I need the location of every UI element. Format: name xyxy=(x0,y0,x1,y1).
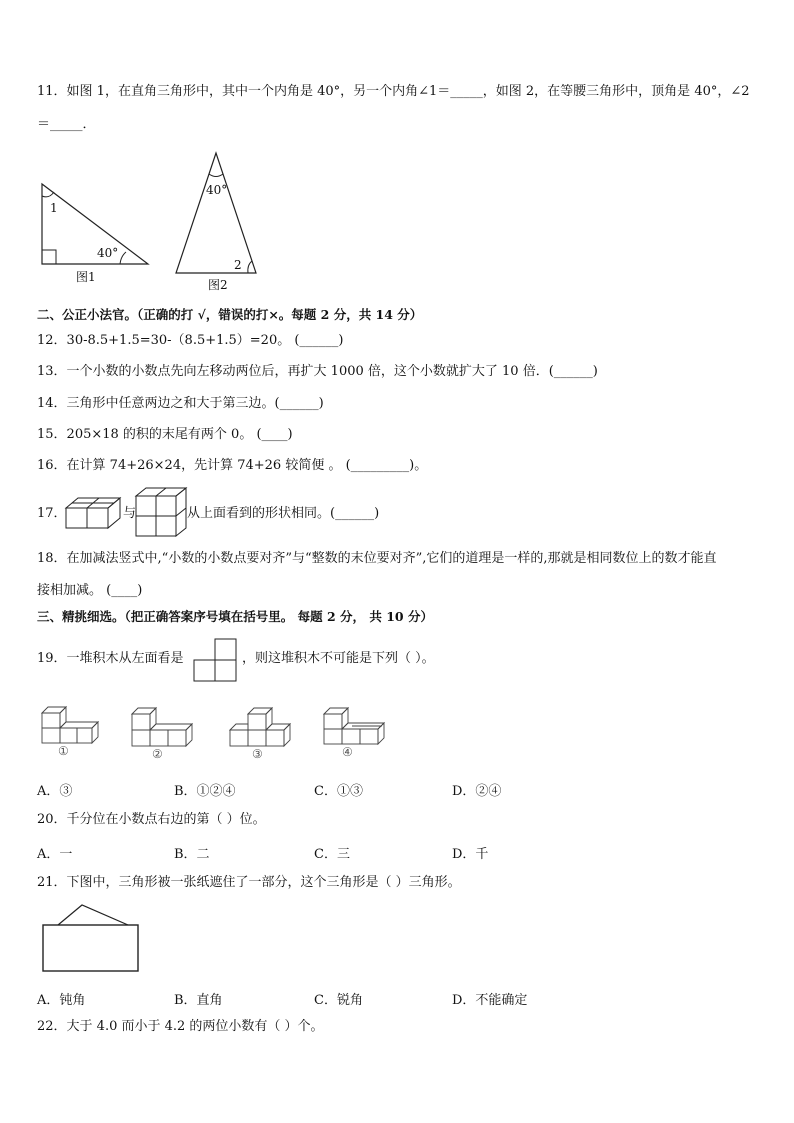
q17-mid: 与 xyxy=(123,506,137,521)
q20-option-b[interactable]: B．二 xyxy=(174,847,210,862)
fig1-angle-label: 40° xyxy=(97,246,119,260)
q22: 22．大于 4.0 而小于 4.2 的两位小数有（ ）个。 xyxy=(37,1019,324,1034)
fig2-angle-label: 40° xyxy=(206,183,228,197)
q21-option-c[interactable]: C．锐角 xyxy=(314,993,363,1008)
q21-option-b[interactable]: B．直角 xyxy=(174,993,223,1008)
q12: 12．30-8.5+1.5=30-（8.5+1.5）=20。 (______) xyxy=(37,333,344,348)
q19-suffix: ，则这堆积木不可能是下列（ ）。 xyxy=(242,651,435,666)
q18-line2: 接相加减。 (____) xyxy=(37,583,143,598)
q20: 20．千分位在小数点右边的第（ ）位。 xyxy=(37,812,266,827)
q19-figure-1-label: ① xyxy=(58,744,69,758)
q19-left-view-shape xyxy=(193,637,239,683)
q17-cube-figure-b xyxy=(134,486,188,538)
fig1-caption: 图1 xyxy=(76,270,96,284)
q18-line1: 18．在加减法竖式中,“小数的小数点要对齐”与“整数的末位要对齐”,它们的道理是一样的,那就是相同数位上的数才能直 xyxy=(37,551,717,566)
q21: 21．下图中，三角形被一张纸遮住了一部分，这个三角形是（ ）三角形。 xyxy=(37,875,461,890)
q19-block-figure-3 xyxy=(228,706,294,748)
q11-line1: 11．如图 1，在直角三角形中，其中一个内角是 40°，另一个内角∠1＝_____，如图 2，在等腰三角形中，顶角是 40°，∠2 xyxy=(37,84,750,99)
fig2-isosceles-triangle xyxy=(174,152,260,276)
q17-prefix: 17． xyxy=(37,506,67,521)
q20-option-c[interactable]: C．三 xyxy=(314,847,350,862)
q21-option-a[interactable]: A．钝角 xyxy=(37,993,86,1008)
fig2-caption: 图2 xyxy=(208,278,228,292)
q11-line2: ＝_____． xyxy=(37,117,96,132)
q19-figure-3-label: ③ xyxy=(252,747,263,761)
q15: 15．205×18 的积的末尾有两个 0。 (____) xyxy=(37,427,293,442)
q19-option-b[interactable]: B．①②④ xyxy=(174,784,236,799)
q14: 14．三角形中任意两边之和大于第三边。(______) xyxy=(37,396,324,411)
q19-block-figure-1 xyxy=(40,703,98,745)
q19-figure-4-label: ④ xyxy=(342,745,353,759)
q17-suffix: 从上面看到的形状相同。(______) xyxy=(187,506,380,521)
q20-option-d[interactable]: D．千 xyxy=(452,847,489,862)
q19-option-c[interactable]: C．①③ xyxy=(314,784,363,799)
q17-cube-figure-a xyxy=(64,496,124,530)
section3-heading: 三、精挑细选。（把正确答案序号填在括号里。 每题 2 分， 共 10 分） xyxy=(37,609,433,624)
q19-prefix: 19．一堆积木从左面看是 xyxy=(37,651,184,666)
q19-option-d[interactable]: D．②④ xyxy=(452,784,502,799)
q13: 13．一个小数的小数点先向左移动两位后，再扩大 1000 倍，这个小数就扩大了 10 倍．(______) xyxy=(37,364,598,379)
fig2-angle2-mark: 2 xyxy=(234,258,242,272)
section2-heading: 二、公正小法官。（正确的打 √，错误的打×。每题 2 分，共 14 分） xyxy=(37,307,423,322)
q16: 16．在计算 74+26×24，先计算 74+26 较简便 。 (_________)。 xyxy=(37,458,428,473)
q19-figure-2-label: ② xyxy=(152,747,163,761)
q19-block-figure-4 xyxy=(322,704,384,746)
q21-covered-triangle-figure xyxy=(42,903,140,973)
fig1-right-triangle xyxy=(40,182,152,268)
q19-block-figure-2 xyxy=(130,706,194,748)
fig1-angle1-mark: 1 xyxy=(50,201,58,215)
q21-option-d[interactable]: D．不能确定 xyxy=(452,993,528,1008)
q19-option-a[interactable]: A．③ xyxy=(37,784,73,799)
q20-option-a[interactable]: A．一 xyxy=(37,847,73,862)
